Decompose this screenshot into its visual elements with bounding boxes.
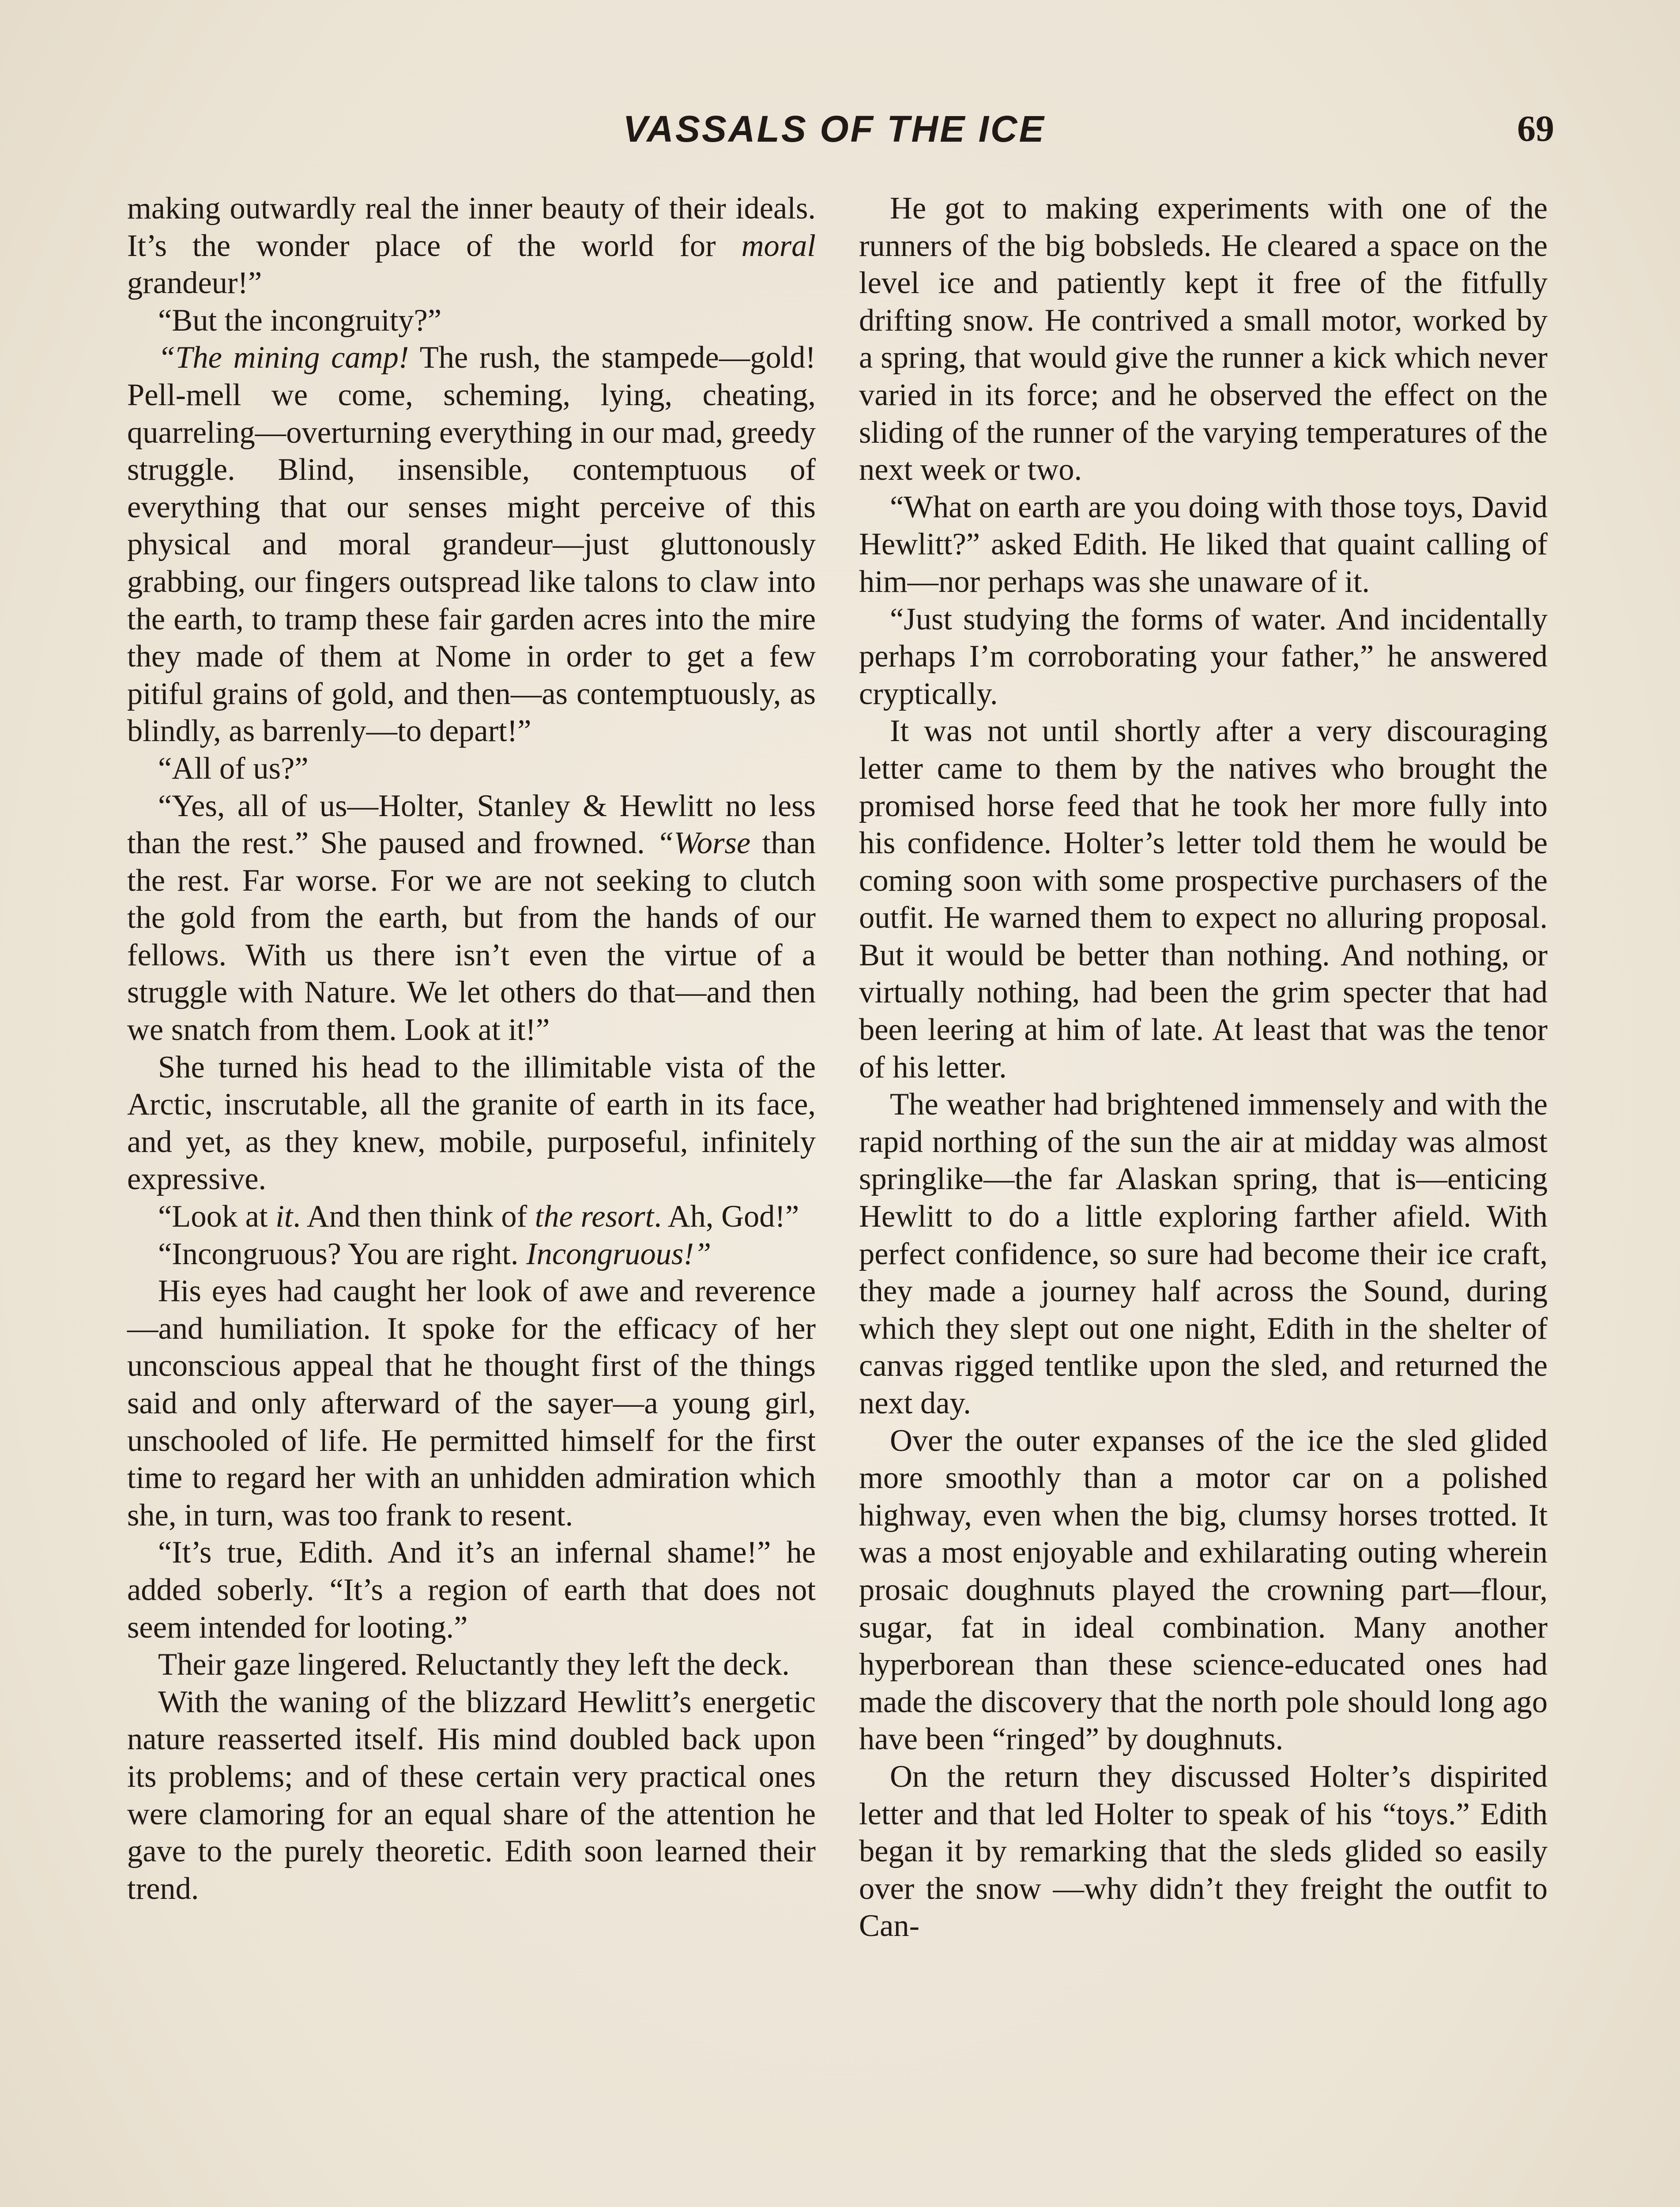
paragraph: “But the incongruity?” [158,303,442,338]
left-column [127,190,816,1907]
paragraph: “All of us?” [158,751,309,786]
paragraph: With the waning of the blizzard Hewlitt’s energetic nature reasserted itself. His mind doubled back upon its problems; and of these certain very practical ones were clamoring for an equal share of the attention he gave to the purely theoretic. Edith soon learned their trend. [127,1684,816,1906]
paragraph: His eyes had caught her look of awe and reverence—and humiliation. It spoke for the efficacy of her unconscious appeal that he thought first of the things said and only afterward of the sayer—a young girl, unschooled of life. He permitted himself for the first time to regard her with an unhidden admiration which she, in turn, was too frank to resent. [127,1274,816,1533]
paragraph: Their gaze lingered. Reluctantly they left the deck. [158,1647,790,1682]
paragraph: He got to making experiments with one of the runners of the big bobsleds. He cleared a space on the level ice and patiently kept it free of the fitfully drifting snow. He contrived a small motor, worked by a spring, that would give the runner a kick which never varied in its force; and he observed the effect on the sliding of the runner of the varying temperatures of the next week or two. [859,191,1548,487]
paragraph: “Incongruous? You are right. Incongruous!” [158,1236,712,1271]
page-number: 69 [1517,108,1554,149]
paragraph: “The mining camp! The rush, the stampede—gold! Pell-mell we come, scheming, lying, cheating, quarreling—overturning everything in our mad, greedy struggle. Blind, insensible, contemptuous of everything that our senses might perceive of this physical and moral grandeur—just gluttonously grabbing, our fingers outspread like talons to claw into the earth, to tramp these fair garden acres into the mire they made of them at Nome in order to get a few pitiful grains of gold, and then—as contemptuously, as blindly, as barrenly—to depart!” [127,340,816,749]
paragraph: The weather had brightened immensely and with the rapid northing of the sun the air at midday was almost springlike—the far Alaskan spring, that is—enticing Hewlitt to do a little exploring farther afield. With perfect confidence, so sure had become their ice craft, they made a journey half across the Sound, during which they slept out one night, Edith in the shelter of canvas rigged tentlike upon the sled, and returned the next day. [859,1087,1548,1420]
paragraph: making outwardly real the inner beauty of their ideals. It’s the wonder place of the world for moral grandeur!” [127,191,816,301]
right-column [859,190,1548,1945]
paragraph: “What on earth are you doing with those toys, David Hewlitt?” asked Edith. He liked that quaint calling of him—nor perhaps was she unaware of it. [859,490,1548,599]
paragraph: On the return they discussed Holter’s dispirited letter and that led Holter to speak of his “toys.” Edith began it by remarking that the sleds glided so easily over the snow —why didn’t they freight the outfit to Can- [859,1759,1548,1943]
paragraph: “Just studying the forms of water. And incidentally perhaps I’m corroborating your father,” he answered cryptically. [859,602,1548,711]
paragraph: It was not until shortly after a very discouraging letter came to them by the natives who brought the promised horse feed that he took her more fully into his confidence. Holter’s letter told them he would be coming soon with some prospective purchasers of the outfit. He warned them to expect no alluring proposal. But it would be better than nothing. And nothing, or virtually nothing, had been the grim specter that had been leering at him of late. At least that was the tenor of his letter. [859,714,1548,1085]
paragraph: “Look at it. And then think of the resort. Ah, God!” [158,1199,799,1234]
paragraph: Over the outer expanses of the ice the sled glided more smoothly than a motor car on a polished highway, even when the big, clumsy horses trotted. It was a most enjoyable and exhilarating outing wherein prosaic doughnuts played the crowning part—flour, sugar, fat in ideal combination. Many another hyperborean than these science-educated ones had made the discovery that the north pole should long ago have been “ringed” by doughnuts. [859,1423,1548,1757]
paragraph: She turned his head to the illimitable vista of the Arctic, inscrutable, all the granite of earth in its face, and yet, as they knew, mobile, purposeful, infinitely expressive. [127,1050,816,1197]
paragraph: “It’s true, Edith. And it’s an infernal shame!” he added soberly. “It’s a region of earth that does not seem intended for looting.” [127,1535,816,1645]
paragraph: “Yes, all of us—Holter, Stanley & Hewlitt no less than the rest.” She paused and frowned. “Worse than the rest. Far worse. For we are not seeking to clutch the gold from the earth, but from the hands of our fellows. With us there isn’t even the virtue of a struggle with Nature. We let others do that—and then we snatch from them. Look at it!” [127,788,816,1047]
running-title: VASSALS OF THE ICE [623,108,1046,150]
